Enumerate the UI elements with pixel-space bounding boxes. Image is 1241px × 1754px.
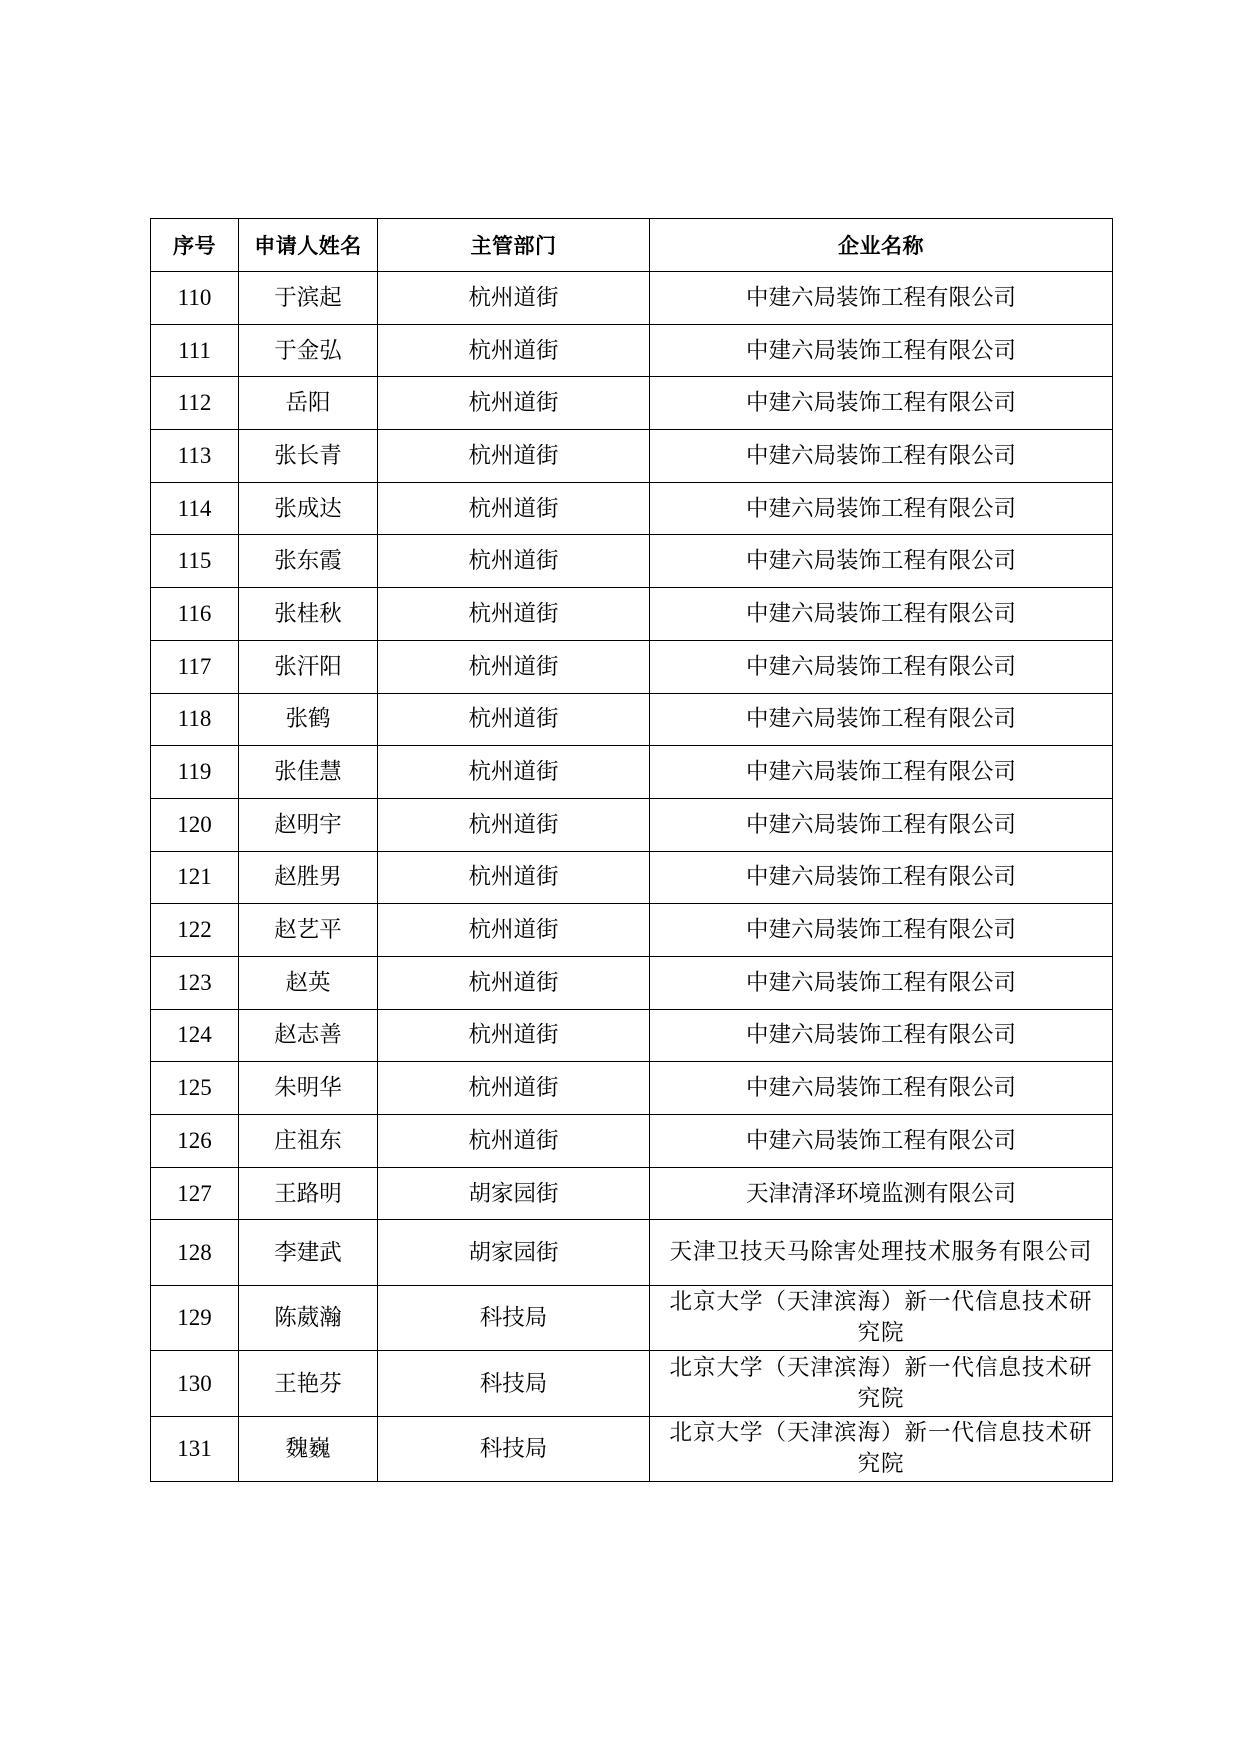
header-serial-number: 序号 bbox=[151, 219, 239, 272]
table-row bbox=[151, 430, 1113, 483]
applicant-table bbox=[150, 218, 1113, 1482]
cell-applicant-name: 张鹤 bbox=[239, 693, 378, 746]
cell-company-name: 天津卫技天马除害处理技术服务有限公司 bbox=[650, 1220, 1113, 1286]
cell-company-name: 北京大学（天津滨海）新一代信息技术研究院 bbox=[650, 1285, 1113, 1351]
cell-department: 杭州道街 bbox=[378, 956, 650, 1009]
cell-company-name: 中建六局装饰工程有限公司 bbox=[650, 798, 1113, 851]
table-row bbox=[151, 1062, 1113, 1115]
cell-applicant-name: 王路明 bbox=[239, 1167, 378, 1220]
cell-serial-number: 123 bbox=[151, 956, 239, 1009]
table-row bbox=[151, 1009, 1113, 1062]
cell-serial-number: 116 bbox=[151, 588, 239, 641]
table-row bbox=[151, 1285, 1113, 1351]
cell-department: 杭州道街 bbox=[378, 588, 650, 641]
roster-sheet bbox=[150, 218, 1112, 1482]
cell-department: 杭州道街 bbox=[378, 851, 650, 904]
table-row bbox=[151, 851, 1113, 904]
cell-department: 杭州道街 bbox=[378, 640, 650, 693]
cell-serial-number: 121 bbox=[151, 851, 239, 904]
table-row bbox=[151, 377, 1113, 430]
cell-applicant-name: 张汗阳 bbox=[239, 640, 378, 693]
cell-applicant-name: 王艳芬 bbox=[239, 1351, 378, 1417]
cell-serial-number: 115 bbox=[151, 535, 239, 588]
cell-company-name: 中建六局装饰工程有限公司 bbox=[650, 640, 1113, 693]
cell-serial-number: 124 bbox=[151, 1009, 239, 1062]
header-row bbox=[151, 219, 1113, 272]
table-row bbox=[151, 798, 1113, 851]
cell-applicant-name: 庄祖东 bbox=[239, 1115, 378, 1168]
table-row bbox=[151, 588, 1113, 641]
cell-applicant-name: 赵艺平 bbox=[239, 904, 378, 957]
cell-company-name: 中建六局装饰工程有限公司 bbox=[650, 377, 1113, 430]
cell-applicant-name: 于金弘 bbox=[239, 324, 378, 377]
cell-department: 杭州道街 bbox=[378, 1009, 650, 1062]
cell-serial-number: 129 bbox=[151, 1285, 239, 1351]
table-header bbox=[151, 219, 1113, 272]
cell-serial-number: 119 bbox=[151, 746, 239, 799]
cell-department: 杭州道街 bbox=[378, 798, 650, 851]
table-row bbox=[151, 1220, 1113, 1286]
cell-serial-number: 112 bbox=[151, 377, 239, 430]
cell-department: 杭州道街 bbox=[378, 377, 650, 430]
cell-department: 杭州道街 bbox=[378, 904, 650, 957]
cell-serial-number: 122 bbox=[151, 904, 239, 957]
cell-department: 科技局 bbox=[378, 1416, 650, 1482]
cell-applicant-name: 朱明华 bbox=[239, 1062, 378, 1115]
cell-serial-number: 127 bbox=[151, 1167, 239, 1220]
table-row bbox=[151, 535, 1113, 588]
cell-serial-number: 113 bbox=[151, 430, 239, 483]
cell-company-name: 中建六局装饰工程有限公司 bbox=[650, 535, 1113, 588]
cell-applicant-name: 岳阳 bbox=[239, 377, 378, 430]
cell-department: 杭州道街 bbox=[378, 272, 650, 325]
table-row bbox=[151, 1416, 1113, 1482]
cell-serial-number: 110 bbox=[151, 272, 239, 325]
table-row bbox=[151, 693, 1113, 746]
cell-department: 胡家园街 bbox=[378, 1167, 650, 1220]
cell-department: 杭州道街 bbox=[378, 746, 650, 799]
cell-company-name: 中建六局装饰工程有限公司 bbox=[650, 272, 1113, 325]
cell-company-name: 北京大学（天津滨海）新一代信息技术研究院 bbox=[650, 1351, 1113, 1417]
cell-applicant-name: 魏巍 bbox=[239, 1416, 378, 1482]
cell-company-name: 中建六局装饰工程有限公司 bbox=[650, 324, 1113, 377]
cell-applicant-name: 李建武 bbox=[239, 1220, 378, 1286]
table-body bbox=[151, 272, 1113, 1482]
cell-company-name: 中建六局装饰工程有限公司 bbox=[650, 904, 1113, 957]
cell-serial-number: 125 bbox=[151, 1062, 239, 1115]
cell-company-name: 中建六局装饰工程有限公司 bbox=[650, 1009, 1113, 1062]
cell-department: 杭州道街 bbox=[378, 324, 650, 377]
cell-company-name: 天津清泽环境监测有限公司 bbox=[650, 1167, 1113, 1220]
cell-applicant-name: 赵英 bbox=[239, 956, 378, 1009]
cell-company-name: 中建六局装饰工程有限公司 bbox=[650, 1062, 1113, 1115]
cell-company-name: 中建六局装饰工程有限公司 bbox=[650, 956, 1113, 1009]
cell-applicant-name: 于滨起 bbox=[239, 272, 378, 325]
cell-applicant-name: 赵明宇 bbox=[239, 798, 378, 851]
table-row bbox=[151, 746, 1113, 799]
table-row bbox=[151, 956, 1113, 1009]
header-company-name: 企业名称 bbox=[650, 219, 1113, 272]
table-row bbox=[151, 482, 1113, 535]
table-row bbox=[151, 1167, 1113, 1220]
cell-serial-number: 131 bbox=[151, 1416, 239, 1482]
table-row bbox=[151, 640, 1113, 693]
cell-department: 科技局 bbox=[378, 1351, 650, 1417]
cell-applicant-name: 赵志善 bbox=[239, 1009, 378, 1062]
cell-serial-number: 111 bbox=[151, 324, 239, 377]
cell-applicant-name: 陈葳瀚 bbox=[239, 1285, 378, 1351]
cell-applicant-name: 赵胜男 bbox=[239, 851, 378, 904]
cell-department: 杭州道街 bbox=[378, 482, 650, 535]
cell-department: 杭州道街 bbox=[378, 430, 650, 483]
header-applicant-name: 申请人姓名 bbox=[239, 219, 378, 272]
cell-company-name: 中建六局装饰工程有限公司 bbox=[650, 851, 1113, 904]
table-row bbox=[151, 1351, 1113, 1417]
cell-serial-number: 118 bbox=[151, 693, 239, 746]
header-department: 主管部门 bbox=[378, 219, 650, 272]
cell-company-name: 中建六局装饰工程有限公司 bbox=[650, 693, 1113, 746]
table-row bbox=[151, 904, 1113, 957]
cell-serial-number: 128 bbox=[151, 1220, 239, 1286]
table-row bbox=[151, 1115, 1113, 1168]
cell-serial-number: 114 bbox=[151, 482, 239, 535]
cell-applicant-name: 张东霞 bbox=[239, 535, 378, 588]
cell-applicant-name: 张佳慧 bbox=[239, 746, 378, 799]
cell-applicant-name: 张长青 bbox=[239, 430, 378, 483]
cell-applicant-name: 张桂秋 bbox=[239, 588, 378, 641]
table-row bbox=[151, 324, 1113, 377]
cell-company-name: 中建六局装饰工程有限公司 bbox=[650, 588, 1113, 641]
cell-company-name: 中建六局装饰工程有限公司 bbox=[650, 746, 1113, 799]
cell-company-name: 中建六局装饰工程有限公司 bbox=[650, 482, 1113, 535]
cell-department: 杭州道街 bbox=[378, 1062, 650, 1115]
table-row bbox=[151, 272, 1113, 325]
cell-serial-number: 130 bbox=[151, 1351, 239, 1417]
cell-serial-number: 126 bbox=[151, 1115, 239, 1168]
cell-company-name: 中建六局装饰工程有限公司 bbox=[650, 1115, 1113, 1168]
cell-department: 杭州道街 bbox=[378, 693, 650, 746]
cell-department: 科技局 bbox=[378, 1285, 650, 1351]
cell-company-name: 中建六局装饰工程有限公司 bbox=[650, 430, 1113, 483]
cell-department: 杭州道街 bbox=[378, 535, 650, 588]
cell-department: 杭州道街 bbox=[378, 1115, 650, 1168]
cell-serial-number: 117 bbox=[151, 640, 239, 693]
cell-company-name: 北京大学（天津滨海）新一代信息技术研究院 bbox=[650, 1416, 1113, 1482]
cell-department: 胡家园街 bbox=[378, 1220, 650, 1286]
cell-serial-number: 120 bbox=[151, 798, 239, 851]
cell-applicant-name: 张成达 bbox=[239, 482, 378, 535]
